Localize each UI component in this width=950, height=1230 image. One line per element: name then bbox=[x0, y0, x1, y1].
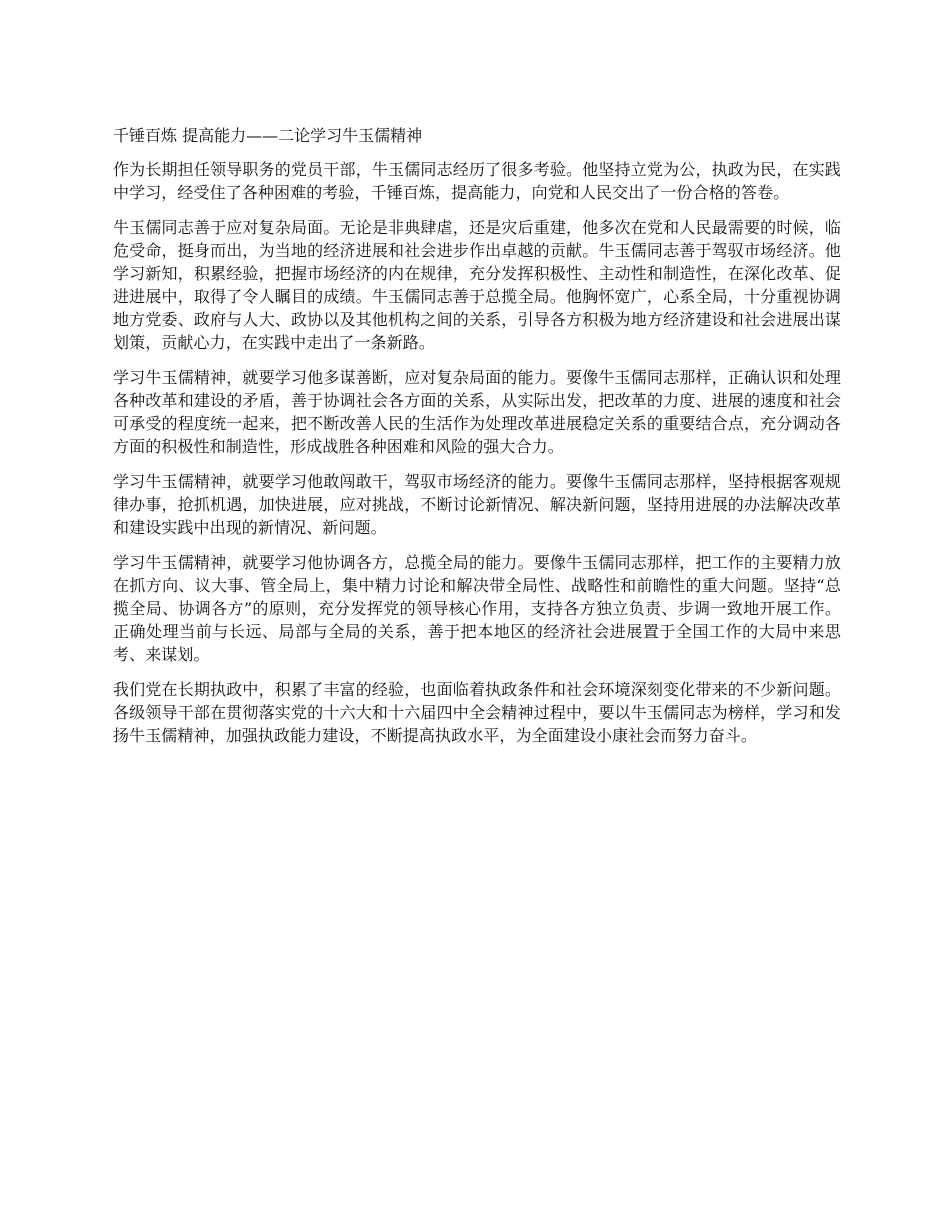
paragraph-overall-situation: 学习牛玉儒精神，就要学习他协调各方，总揽全局的能力。要像牛玉儒同志那样，把工作的主要精力放在抓方向、议大事、管全局上，集中精力讨论和解决带全局性、战略性和前瞻性的重大问题。坚持“总揽全局、协调各方”的原则，充分发挥党的领导核心作用，支持各方独立负责、步调一致地开展工作。正确处理当前与长远、局部与全局的关系，善于把本地区的经济社会进展置于全国工作的大局中来思考、来谋划。 bbox=[113, 553, 841, 664]
paragraph-conclusion: 我们党在长期执政中，积累了丰富的经验，也面临着执政条件和社会环境深刻变化带来的不少新问题。各级领导干部在贯彻落实党的十六大和十六届四中全会精神过程中，要以牛玉儒同志为榜样，学习和发扬牛玉儒精神，加强执政能力建设，不断提高执政水平，为全面建设小康社会而努力奋斗。 bbox=[113, 680, 841, 745]
document-body bbox=[113, 124, 841, 759]
document-title: 千锤百炼 提高能力——二论学习牛玉儒精神 bbox=[113, 126, 423, 145]
paragraph-complex-situations: 学习牛玉儒精神，就要学习他多谋善断，应对复杂局面的能力。要像牛玉儒同志那样，正确认识和处理各种改革和建设的矛盾，善于协调社会各方面的关系，从实际出发，把改革的力度、进展的速度和社会可承受的程度统一起来，把不断改善人民的生活作为处理改革进展稳定关系的重要结合点，充分调动各方面的积极性和制造性，形成战胜各种困难和风险的强大合力。 bbox=[113, 368, 841, 456]
paragraph-intro: 作为长期担任领导职务的党员干部，牛玉儒同志经历了很多考验。他坚持立党为公，执政为民，在实践中学习，经受住了各种困难的考验，千锤百炼，提高能力，向党和人民交出了一份合格的答卷。 bbox=[113, 160, 841, 202]
paragraph-market-economy: 学习牛玉儒精神，就要学习他敢闯敢干，驾驭市场经济的能力。要像牛玉儒同志那样，坚持根据客观规律办事，抢抓机遇，加快进展，应对挑战，不断讨论新情况、解决新问题，坚持用进展的办法解决改革和建设实践中出现的新情况、新问题。 bbox=[113, 472, 841, 537]
paragraph-qualities: 牛玉儒同志善于应对复杂局面。无论是非典肆虐，还是灾后重建，他多次在党和人民最需要的时候，临危受命，挺身而出，为当地的经济进展和社会进步作出卓越的贡献。牛玉儒同志善于驾驭市场经济。他学习新知，积累经验，把握市场经济的内在规律，充分发挥积极性、主动性和制造性，在深化改革、促进进展中，取得了令人瞩目的成绩。牛玉儒同志善于总揽全局。他胸怀宽广，心系全局，十分重视协调地方党委、政府与人大、政协以及其他机构之间的关系，引导各方积极为地方经济建设和社会进展出谋划策，贡献心力，在实践中走出了一条新路。 bbox=[113, 218, 841, 352]
